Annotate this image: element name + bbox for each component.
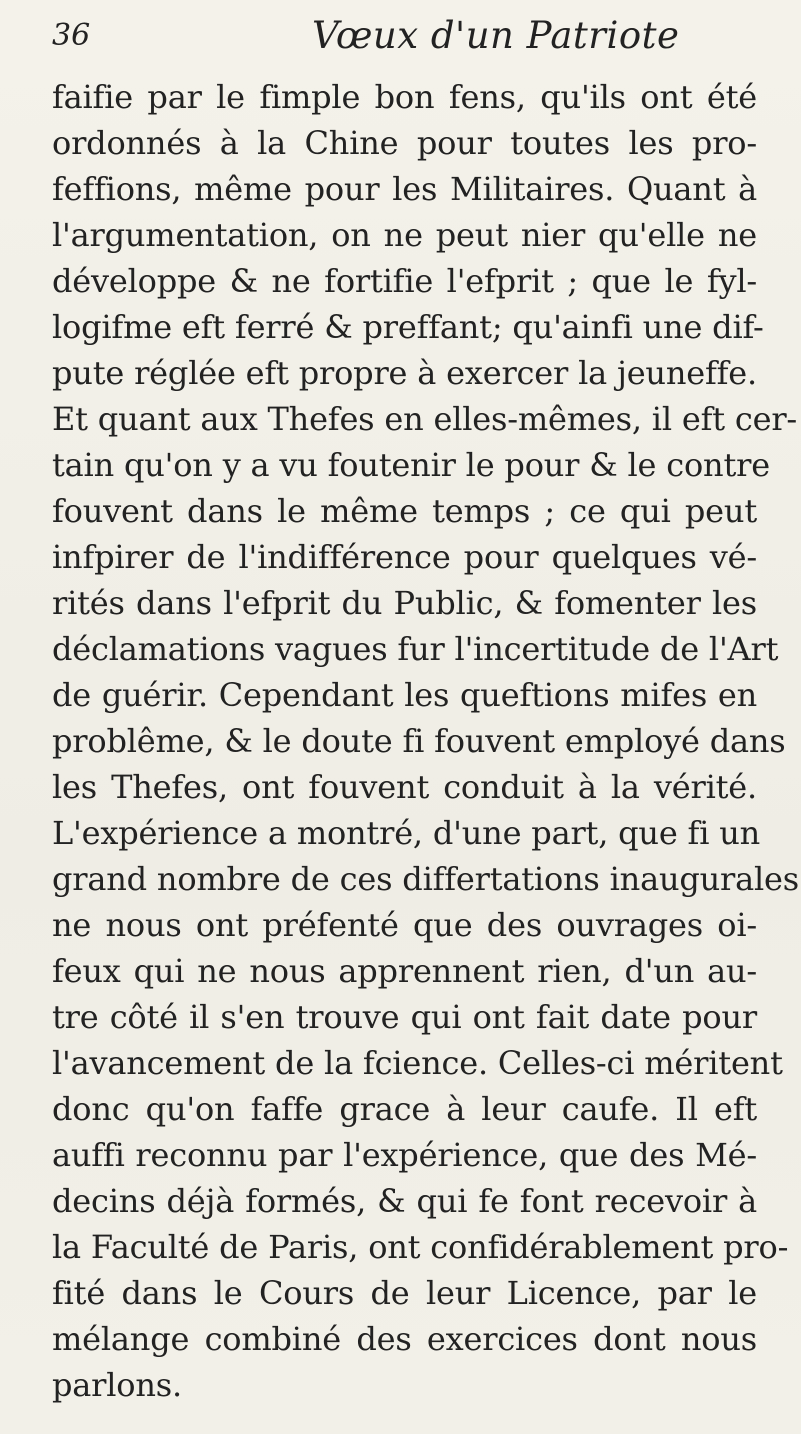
text-line: fité dans le Cours de leur Licence, par le	[52, 1274, 757, 1312]
text-line: ordonnés à la Chine pour toutes les pro-	[52, 124, 757, 162]
text-line: donc qu'on faffe grace à leur caufe. Il eft	[52, 1090, 757, 1128]
text-line: feffions, même pour les Militaires. Quant à	[52, 170, 757, 208]
body-text	[52, 74, 800, 1408]
text-line: tain qu'on y a vu foutenir le pour & le contre	[52, 446, 770, 484]
page-header	[52, 8, 752, 64]
text-line: fouvent dans le même temps ; ce qui peut	[52, 492, 757, 530]
text-line: tre côté il s'en trouve qui ont fait date pour	[52, 998, 757, 1036]
text-line: de guérir. Cependant les queftions mifes en	[52, 676, 757, 714]
text-line: l'avancement de la fcience. Celles-ci méritent	[52, 1044, 783, 1082]
text-line: grand nombre de ces differtations inaugurales	[52, 860, 800, 898]
text-line: L'expérience a montré, d'une part, que fi un	[52, 814, 761, 852]
text-line: la Faculté de Paris, ont confidérablement pro-	[52, 1228, 789, 1266]
text-line: decins déjà formés, & qui fe font recevoir à	[52, 1182, 757, 1220]
running-title: Vœux d'un Patriote	[312, 14, 680, 57]
text-line: problême, & le doute fi fouvent employé dans	[52, 722, 786, 760]
page-number: 36	[52, 18, 91, 53]
text-line: développe & ne fortifie l'efprit ; que le fyl-	[52, 262, 757, 300]
text-line: mélange combiné des exercices dont nous	[52, 1320, 757, 1358]
text-line: feux qui ne nous apprennent rien, d'un au-	[52, 952, 757, 990]
text-line: ne nous ont préfenté que des ouvrages oi-	[52, 906, 757, 944]
text-line: déclamations vagues fur l'incertitude de l'Art	[52, 630, 779, 668]
text-line: pute réglée eft propre à exercer la jeuneffe.	[52, 354, 757, 392]
text-line: Et quant aux Thefes en elles-mêmes, il eft cer-	[52, 400, 798, 438]
text-line: parlons.	[52, 1366, 182, 1404]
text-line: infpirer de l'indifférence pour quelques vé-	[52, 538, 757, 576]
text-line: logifme eft ferré & preffant; qu'ainfi une dif-	[52, 308, 764, 346]
text-line: auffi reconnu par l'expérience, que des Mé-	[52, 1136, 757, 1174]
text-line: l'argumentation, on ne peut nier qu'elle ne	[52, 216, 757, 254]
text-line: rités dans l'efprit du Public, & fomenter les	[52, 584, 757, 622]
text-line: les Thefes, ont fouvent conduit à la vérité.	[52, 768, 757, 806]
text-line: faifie par le fimple bon fens, qu'ils ont été	[52, 78, 757, 116]
